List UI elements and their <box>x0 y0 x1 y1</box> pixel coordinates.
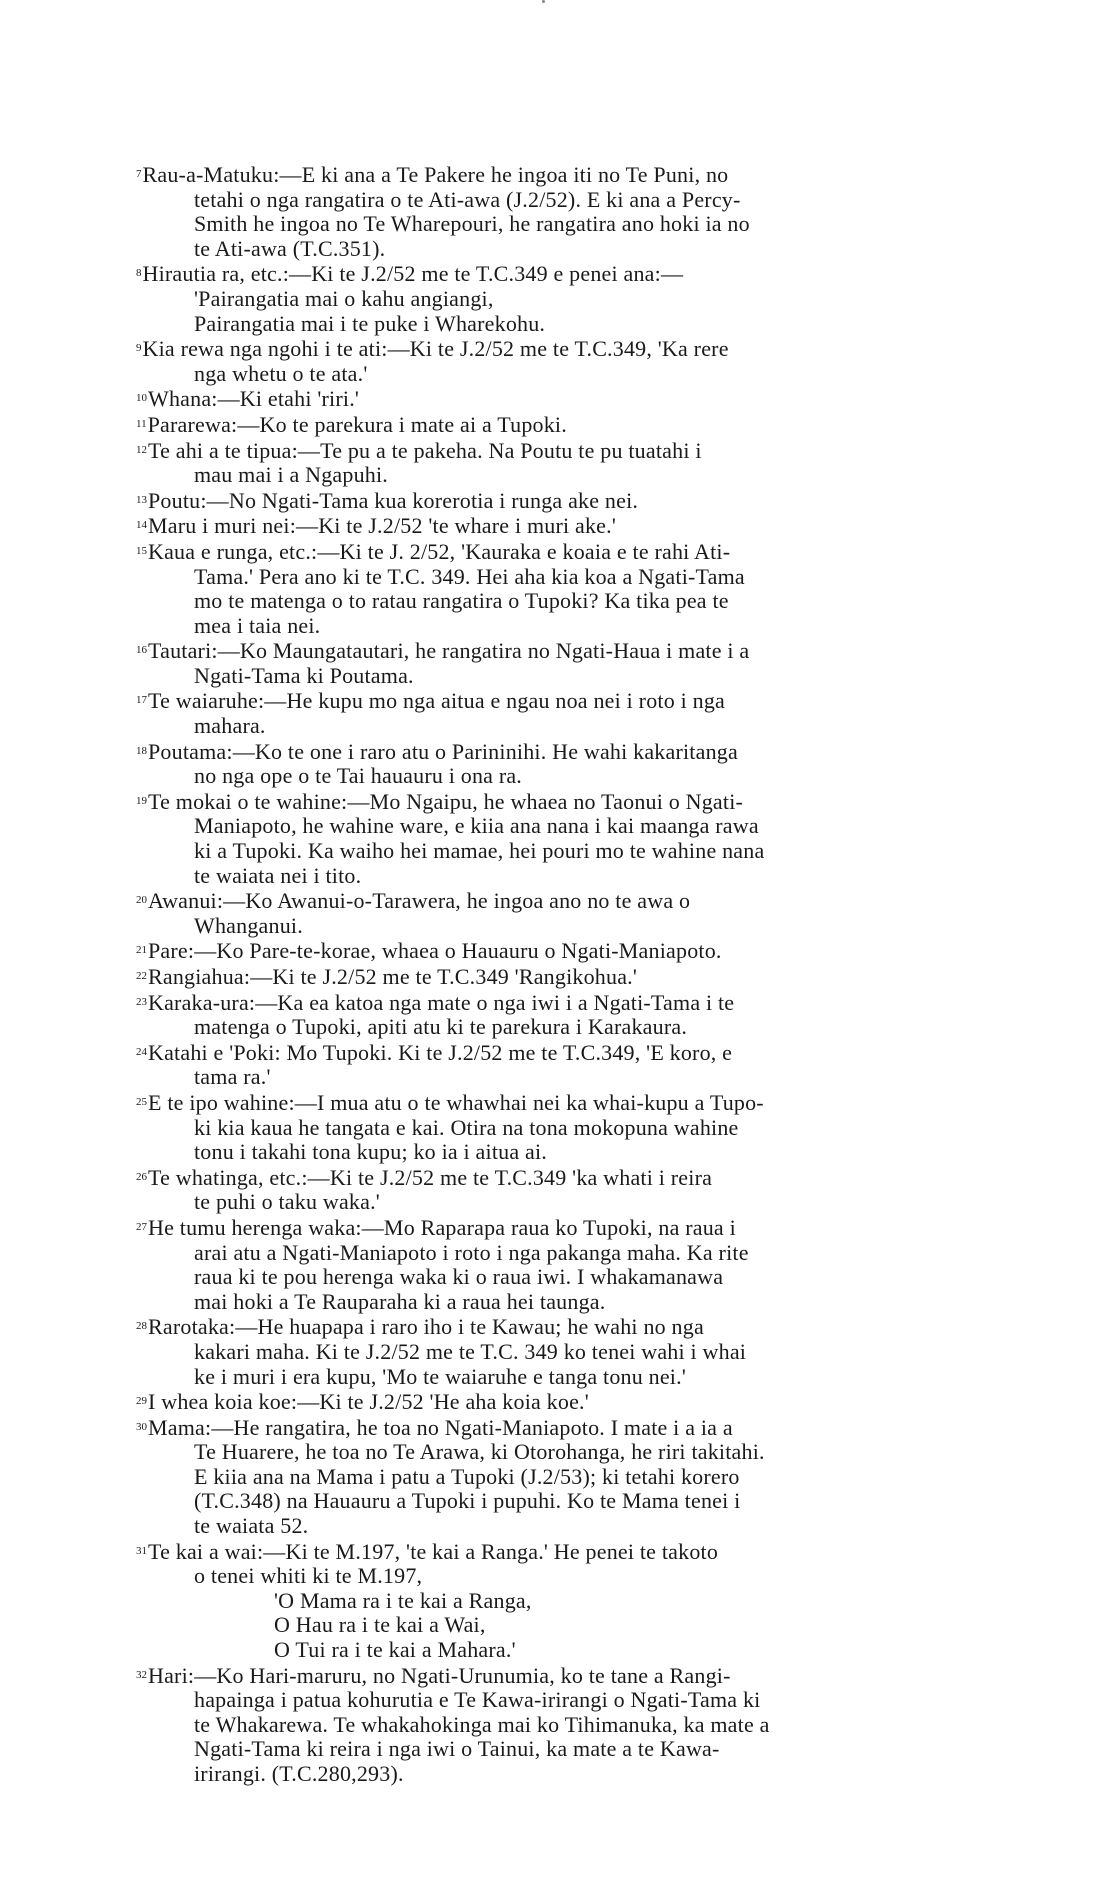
footnote-text: Katahi e 'Poki: Mo Tupoki. Ki te J.2/52 me te T.C.349, 'E koro, e <box>148 1039 733 1065</box>
footnote-line <box>136 864 978 889</box>
footnote-line <box>136 990 978 1016</box>
footnote-text: Ngati-Tama ki Poutama. <box>194 662 414 688</box>
footnote-line <box>136 312 978 337</box>
footnote-text: Ngati-Tama ki reira i nga iwi o Tainui, ka mate a te Kawa- <box>194 1736 720 1762</box>
footnote-text: Karaka-ura:—Ka ea katoa nga mate o nga iwi i a Ngati-Tama i te <box>148 989 735 1015</box>
footnote-number: 11 <box>136 417 147 430</box>
footnote-text: ki kia kaua he tangata e kai. Otira na tona mokopuna wahine <box>194 1114 739 1140</box>
footnote-number: 20 <box>136 894 147 907</box>
footnote-text: Te mokai o te wahine:—Mo Ngaipu, he whaea no Taonui o Ngati- <box>148 788 744 814</box>
footnote-text: Whanganui. <box>194 912 303 938</box>
footnote-text: Rarotaka:—He huapapa i raro iho i te Kawau; he wahi no nga <box>148 1314 704 1340</box>
footnote-number: 14 <box>136 519 147 532</box>
page-speck <box>542 0 545 3</box>
footnote-text: tonu i takahi tona kupu; ko ia i aitua ai. <box>194 1139 547 1165</box>
footnote-line <box>136 638 978 664</box>
footnote-text: te waiata nei i tito. <box>194 862 362 888</box>
footnote-number: 17 <box>136 694 147 707</box>
footnote-number: 19 <box>136 794 147 807</box>
footnote-line <box>136 565 978 590</box>
footnote-text: ke i muri i era kupu, 'Mo te waiaruhe e tanga tonu nei.' <box>194 1363 686 1389</box>
verse-line: O Tui ra i te kai a Mahara.' <box>274 1637 516 1663</box>
footnote-line <box>136 764 978 789</box>
footnote-text: mau mai i a Ngapuhi. <box>194 462 389 488</box>
footnote-line <box>136 212 978 237</box>
footnote-number: 25 <box>136 1095 147 1108</box>
footnote-text: Whana:—Ki etahi 'riri.' <box>148 386 360 412</box>
footnote-number: 18 <box>136 744 147 757</box>
footnote-line <box>136 1215 978 1241</box>
footnote-line <box>136 1415 978 1441</box>
footnote-line <box>136 488 978 514</box>
footnote-23 <box>136 990 978 1040</box>
footnote-text: Rau-a-Matuku:—E ki ana a Te Pakere he ingoa iti no Te Puni, no <box>142 162 729 187</box>
footnote-text: Smith he ingoa no Te Wharepouri, he rangatira ano hoki ia no <box>194 211 750 237</box>
footnote-text: 'Pairangatia mai o kahu angiangi, <box>194 285 494 311</box>
footnote-7 <box>136 162 978 261</box>
footnote-text: (T.C.348) na Hauauru a Tupoki i pupuhi. Ko te Mama tenei i <box>194 1488 741 1514</box>
footnote-line <box>136 1688 978 1713</box>
footnote-text: mo te matenga o to ratau rangatira o Tupoki? Ka tika pea te <box>194 588 729 614</box>
footnote-line <box>136 614 978 639</box>
footnote-17 <box>136 688 978 738</box>
footnote-line <box>136 739 978 765</box>
footnote-line <box>136 1314 978 1340</box>
footnote-text: matenga o Tupoki, apiti atu ki te parekura i Karakaura. <box>194 1014 688 1040</box>
footnote-line <box>136 814 978 839</box>
footnote-text: Tama.' Pera ano ki te T.C. 349. Hei aha kia koa a Ngati-Tama <box>194 563 745 589</box>
footnote-text: Poutama:—Ko te one i raro atu o Parininihi. He wahi kakaritanga <box>148 738 738 764</box>
footnote-27 <box>136 1215 978 1314</box>
footnote-text: Maniapoto, he wahine ware, e kiia ana nana i kai maanga rawa <box>194 813 759 839</box>
footnote-line <box>136 1290 978 1315</box>
footnote-text: o tenei whiti ki te M.197, <box>194 1563 423 1589</box>
footnote-text: arai atu a Ngati-Maniapoto i roto i nga pakanga maha. Ka rite <box>194 1239 749 1265</box>
footnote-text: Pararewa:—Ko te parekura i mate ai a Tupoki. <box>147 411 567 437</box>
footnote-11 <box>136 412 978 438</box>
footnote-text: ki a Tupoki. Ka waiho hei mamae, hei pouri mo te wahine nana <box>194 838 765 864</box>
footnote-line <box>136 1762 978 1787</box>
footnote-text: kakari maha. Ki te J.2/52 me te T.C. 349 ko tenei wahi i whai <box>194 1338 747 1364</box>
footnote-13 <box>136 488 978 514</box>
footnote-number: 24 <box>136 1045 147 1058</box>
footnote-number: 32 <box>136 1668 147 1681</box>
footnote-30 <box>136 1415 978 1539</box>
footnote-text: mea i taia nei. <box>194 612 321 638</box>
footnote-line <box>136 1065 978 1090</box>
footnote-18 <box>136 739 978 789</box>
footnote-32 <box>136 1663 978 1787</box>
footnote-text: E te ipo wahine:—I mua atu o te whawhai nei ka whai-kupu a Tupo- <box>148 1089 764 1115</box>
footnote-line <box>136 438 978 464</box>
footnote-line <box>136 1241 978 1266</box>
footnote-number: 29 <box>136 1395 147 1408</box>
footnote-number: 13 <box>136 493 147 506</box>
footnote-line <box>136 1190 978 1215</box>
verse-line: O Hau ra i te kai a Wai, <box>274 1612 486 1638</box>
footnote-line <box>136 386 978 412</box>
footnote-line <box>136 589 978 614</box>
footnote-line <box>136 914 978 939</box>
footnote-text: mai hoki a Te Rauparaha ki a raua hei taunga. <box>194 1288 606 1314</box>
footnote-line <box>136 938 978 964</box>
footnote-text: Tautari:—Ko Maungatautari, he rangatira no Ngati-Haua i mate i a <box>148 638 750 664</box>
footnote-line <box>136 1465 978 1490</box>
footnote-text: no nga ope o te Tai hauauru i ona ra. <box>194 763 523 789</box>
verse-line: 'O Mama ra i te kai a Ranga, <box>274 1587 532 1613</box>
footnote-number: 7 <box>136 168 142 180</box>
footnote-line <box>136 839 978 864</box>
footnote-8 <box>136 261 978 336</box>
footnote-28 <box>136 1314 978 1389</box>
footnote-line <box>136 1165 978 1191</box>
footnote-line <box>136 261 978 287</box>
footnote-line <box>136 789 978 815</box>
footnote-12 <box>136 438 978 488</box>
footnote-line <box>136 714 978 739</box>
footnote-text: te Ati-awa (T.C.351). <box>194 235 386 261</box>
footnote-29 <box>136 1389 978 1415</box>
footnote-number: 9 <box>136 342 142 355</box>
footnote-line <box>136 362 978 387</box>
footnote-text: raua ki te pou herenga waka ki o raua iwi. I whakamanawa <box>194 1264 724 1290</box>
footnote-line <box>136 1514 978 1539</box>
footnote-22 <box>136 964 978 990</box>
footnote-line <box>136 412 978 438</box>
footnote-text: mahara. <box>194 713 266 739</box>
footnote-line <box>136 1539 978 1565</box>
footnote-line <box>136 664 978 689</box>
footnote-line <box>136 539 978 565</box>
footnote-text: irirangi. (T.C.280,293). <box>194 1761 404 1786</box>
footnote-line <box>136 1389 978 1415</box>
footnote-number: 23 <box>136 995 147 1008</box>
footnote-number: 12 <box>136 443 147 456</box>
footnote-text: te waiata 52. <box>194 1513 309 1539</box>
footnote-line <box>136 1015 978 1040</box>
footnote-24 <box>136 1040 978 1090</box>
footnote-line <box>136 463 978 488</box>
footnote-text: Rangiahua:—Ki te J.2/52 me te T.C.349 'Rangikohua.' <box>148 964 638 989</box>
footnote-line <box>136 1340 978 1365</box>
footnote-text: Pairangatia mai i te puke i Wharekohu. <box>194 310 546 336</box>
footnote-line <box>136 287 978 312</box>
footnote-line <box>136 162 978 188</box>
footnote-25 <box>136 1090 978 1165</box>
footnote-text: Te ahi a te tipua:—Te pu a te pakeha. Na Poutu te pu tuatahi i <box>148 437 702 463</box>
footnote-line <box>136 1489 978 1514</box>
footnote-number: 21 <box>136 944 147 957</box>
footnote-number: 30 <box>136 1420 147 1433</box>
footnote-number: 15 <box>136 544 147 557</box>
footnote-text: te Whakarewa. Te whakahokinga mai ko Tihimanuka, ka mate a <box>194 1711 770 1737</box>
footnote-number: 8 <box>136 267 142 280</box>
footnote-line <box>136 336 978 362</box>
footnote-31 <box>136 1539 978 1663</box>
footnote-text: Kia rewa nga ngohi i te ati:—Ki te J.2/52 me te T.C.349, 'Ka rere <box>142 336 729 362</box>
footnote-line <box>136 237 978 262</box>
footnote-26 <box>136 1165 978 1215</box>
footnote-text: Poutu:—No Ngati-Tama kua korerotia i runga ake nei. <box>148 487 639 513</box>
footnote-14 <box>136 513 978 539</box>
footnote-10 <box>136 386 978 412</box>
footnote-number: 26 <box>136 1170 147 1183</box>
footnote-text: tama ra.' <box>194 1064 271 1090</box>
footnote-line <box>136 688 978 714</box>
footnote-line <box>136 1040 978 1066</box>
footnote-text: tetahi o nga rangatira o te Ati-awa (J.2/52). E ki ana a Percy- <box>194 186 741 212</box>
footnote-text: He tumu herenga waka:—Mo Raparapa raua ko Tupoki, na raua i <box>148 1214 736 1240</box>
footnote-text: Maru i muri nei:—Ki te J.2/52 'te whare i muri ake.' <box>148 513 616 539</box>
footnote-text: Mama:—He rangatira, he toa no Ngati-Maniapoto. I mate i a ia a <box>148 1414 733 1440</box>
footnote-line <box>136 1564 978 1589</box>
footnote-number: 27 <box>136 1220 147 1233</box>
footnotes-list <box>136 162 978 1787</box>
footnote-19 <box>136 789 978 888</box>
footnote-text: Hirautia ra, etc.:—Ki te J.2/52 me te T.C.349 e penei ana:— <box>142 261 684 287</box>
footnote-text: Te kai a wai:—Ki te M.197, 'te kai a Ranga.' He penei te takoto <box>148 1538 719 1564</box>
footnote-line <box>136 1737 978 1762</box>
footnote-line <box>136 1440 978 1465</box>
footnote-number: 22 <box>136 970 147 982</box>
footnote-text: Te Huarere, he toa no Te Arawa, ki Otorohanga, he riri takitahi. <box>194 1439 765 1465</box>
footnote-line <box>136 1713 978 1738</box>
footnote-16 <box>136 638 978 688</box>
footnote-number: 10 <box>136 392 147 405</box>
footnote-line <box>136 188 978 213</box>
footnote-text: Te whatinga, etc.:—Ki te J.2/52 me te T.C.349 'ka whati i reira <box>148 1164 713 1190</box>
footnote-line <box>136 1365 978 1390</box>
footnote-15 <box>136 539 978 638</box>
footnote-text: Pare:—Ko Pare-te-korae, whaea o Hauauru o Ngati-Maniapoto. <box>148 938 722 964</box>
footnote-text: I whea koia koe:—Ki te J.2/52 'He aha koia koe.' <box>148 1389 589 1415</box>
footnote-text: te puhi o taku waka.' <box>194 1189 380 1215</box>
footnote-line <box>136 964 978 990</box>
footnote-text: Te waiaruhe:—He kupu mo nga aitua e ngau noa nei i roto i nga <box>148 688 725 714</box>
footnote-text: E kiia ana na Mama i patu a Tupoki (J.2/53); ki tetahi korero <box>194 1463 740 1489</box>
footnote-21 <box>136 938 978 964</box>
footnote-line <box>136 888 978 914</box>
footnote-line <box>136 1116 978 1141</box>
footnote-9 <box>136 336 978 386</box>
footnote-text: hapainga i patua kohurutia e Te Kawa-irirangi o Ngati-Tama ki <box>194 1687 761 1713</box>
footnote-text: Hari:—Ko Hari-maruru, no Ngati-Urunumia, ko te tane a Rangi- <box>148 1662 731 1688</box>
footnote-number: 31 <box>136 1544 147 1557</box>
footnote-number: 16 <box>136 644 147 657</box>
footnote-20 <box>136 888 978 938</box>
footnote-line <box>136 1140 978 1165</box>
footnote-line <box>136 1090 978 1116</box>
footnote-line <box>136 1663 978 1689</box>
footnote-line <box>136 1265 978 1290</box>
footnote-text: nga whetu o te ata.' <box>194 360 368 386</box>
footnote-line <box>136 513 978 539</box>
footnote-number: 28 <box>136 1320 147 1333</box>
footnote-text: Kaua e runga, etc.:—Ki te J. 2/52, 'Kauraka e koaia e te rahi Ati- <box>148 538 731 564</box>
footnote-text: Awanui:—Ko Awanui-o-Tarawera, he ingoa ano no te awa o <box>148 888 691 914</box>
